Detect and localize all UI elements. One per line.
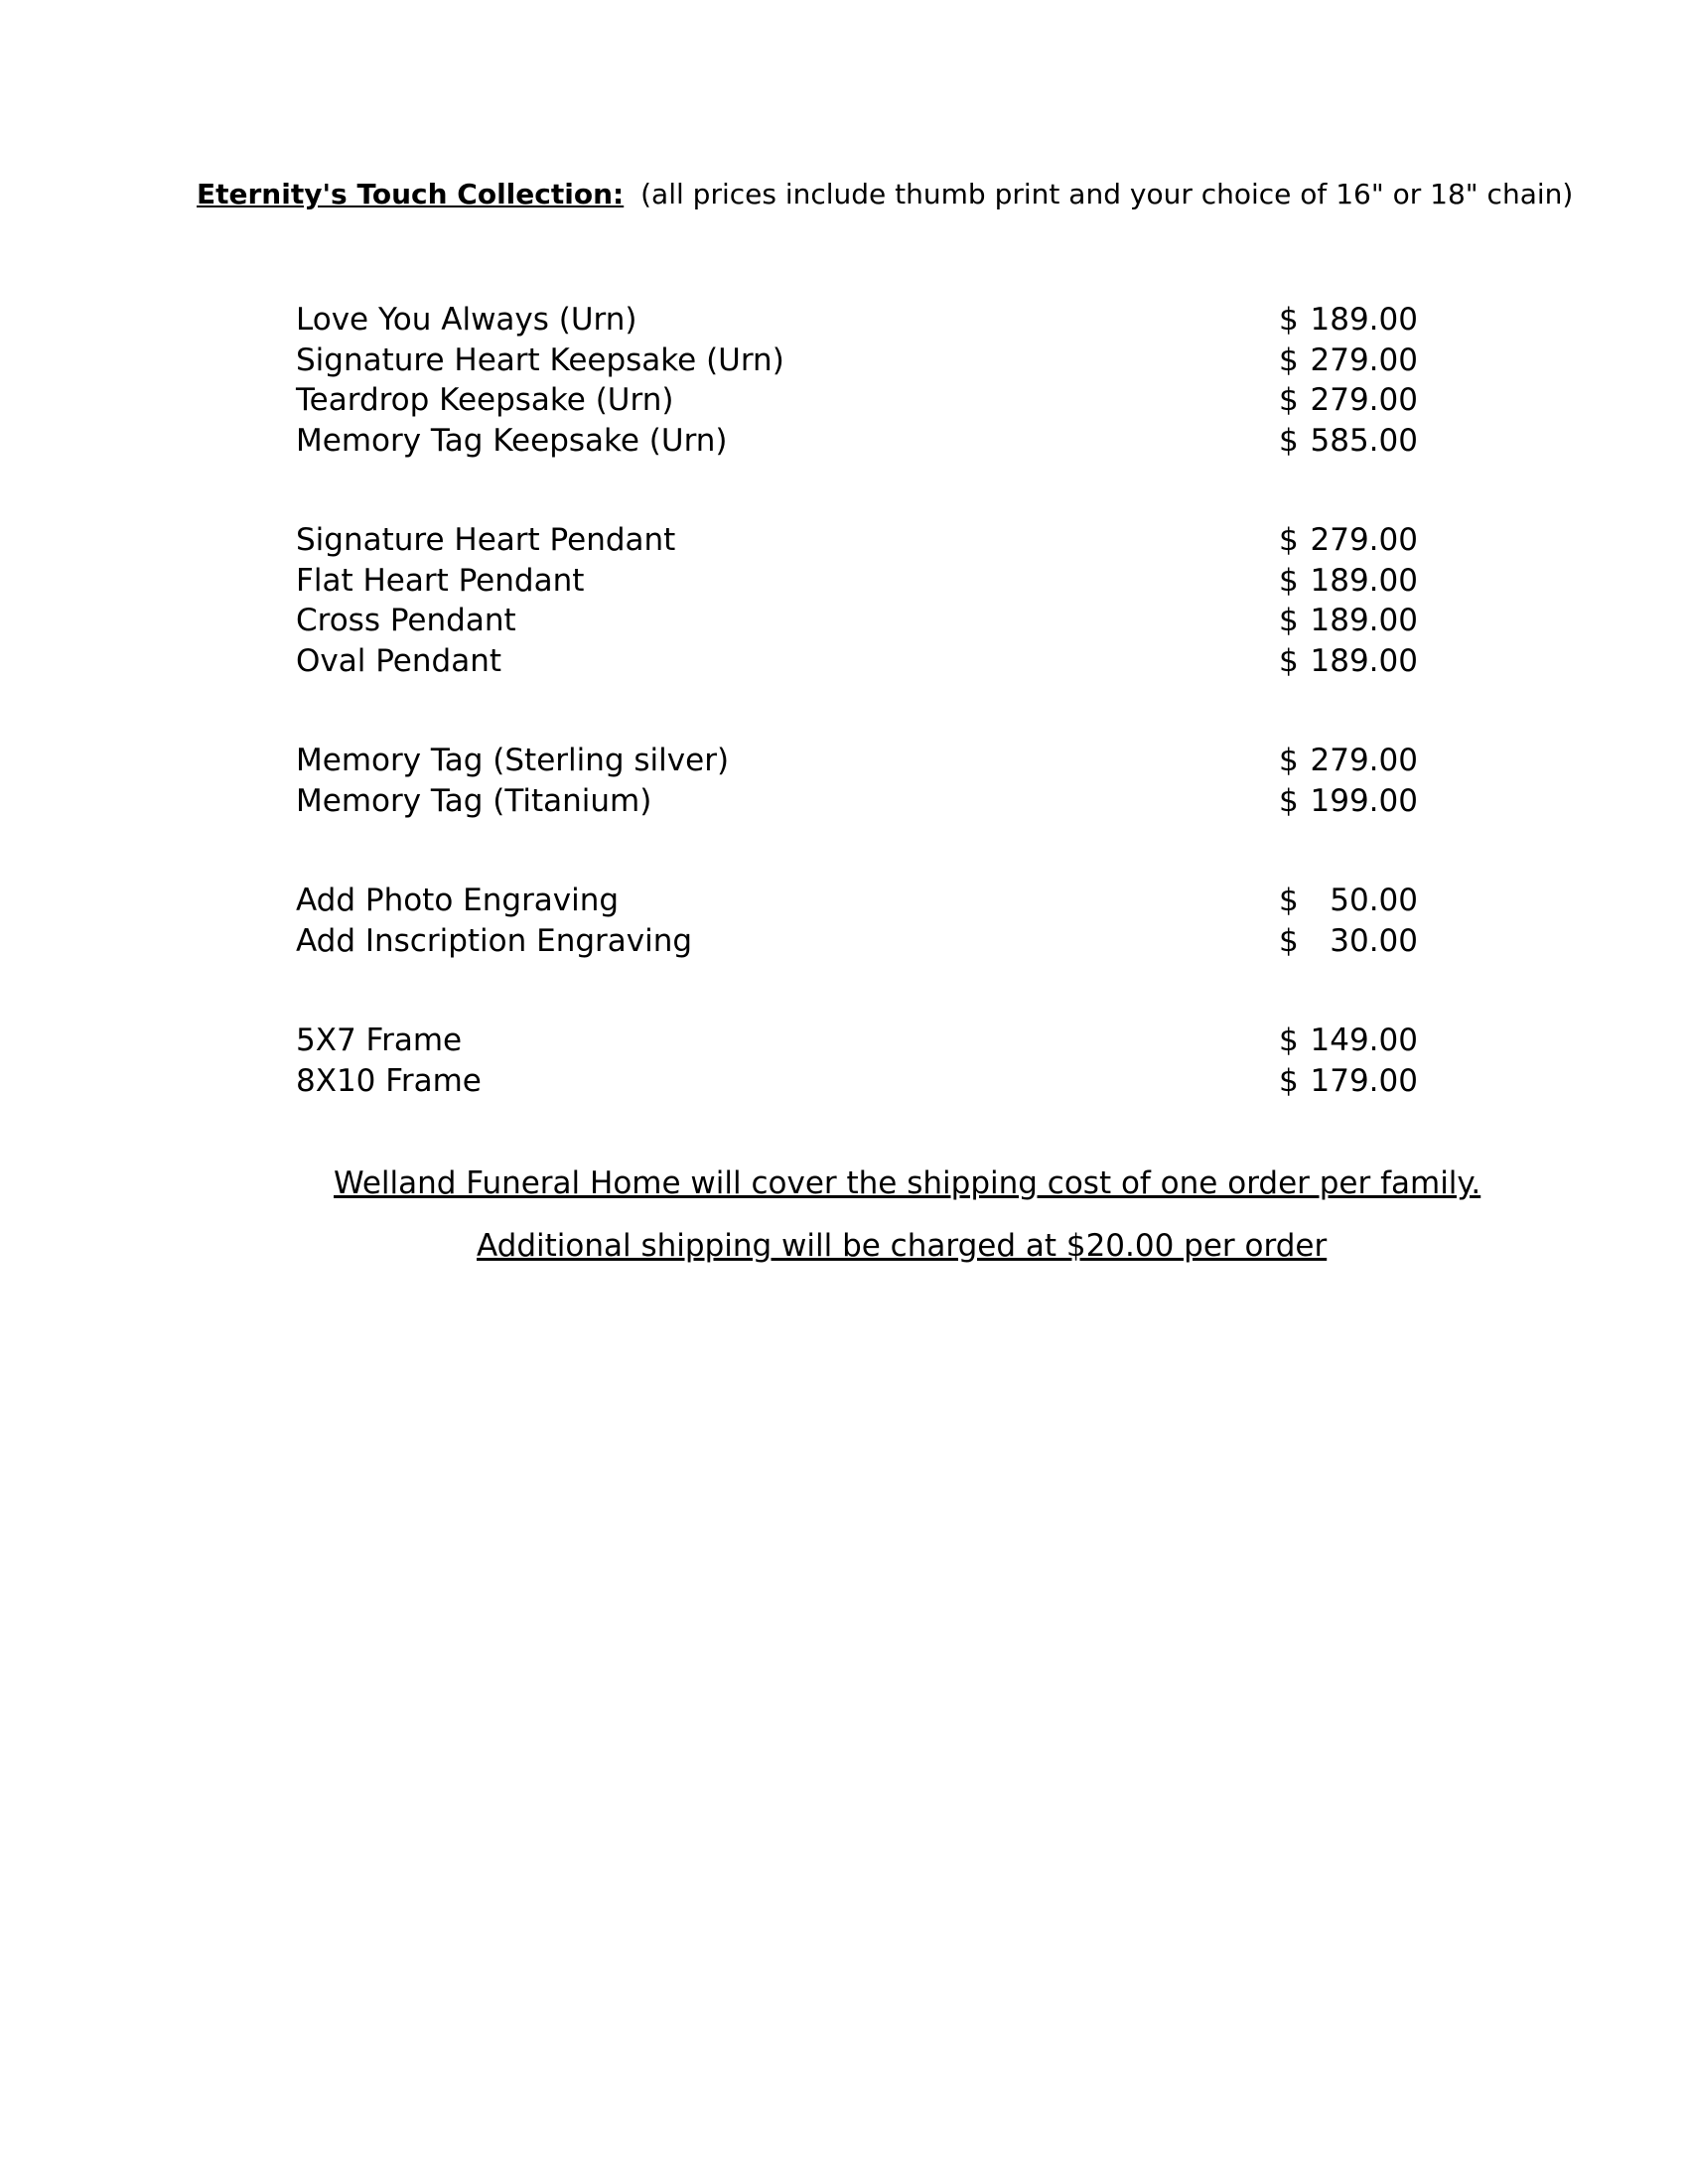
price-row (296, 641, 1418, 682)
item-name: Signature Heart Pendant (296, 522, 676, 558)
item-price: 189.00 (1310, 642, 1418, 679)
price-row (296, 741, 1418, 781)
currency-symbol: $ (1279, 522, 1299, 558)
item-name: Cross Pendant (296, 603, 516, 638)
item-price: 50.00 (1330, 883, 1418, 918)
price-list (296, 300, 1418, 1160)
currency-symbol: $ (1279, 1023, 1299, 1058)
currency-symbol: $ (1279, 302, 1299, 338)
item-name: Memory Tag Keepsake (Urn) (296, 422, 728, 459)
currency-symbol: $ (1279, 422, 1299, 459)
price-group (296, 741, 1418, 821)
price-row (296, 380, 1418, 421)
item-name: Love You Always (Urn) (296, 302, 637, 338)
currency-symbol: $ (1279, 782, 1299, 819)
item-name: Signature Heart Keepsake (Urn) (296, 341, 784, 378)
price-group (296, 1021, 1418, 1101)
item-price: 279.00 (1310, 382, 1418, 418)
price-group (296, 300, 1418, 461)
price-row (296, 520, 1418, 561)
price-row (296, 341, 1418, 381)
price-group (296, 881, 1418, 961)
currency-symbol: $ (1279, 562, 1299, 599)
item-name: Add Inscription Engraving (296, 922, 693, 959)
currency-symbol: $ (1279, 642, 1299, 679)
item-price: 279.00 (1310, 522, 1418, 558)
item-price: 585.00 (1310, 422, 1418, 459)
item-price: 279.00 (1310, 743, 1418, 778)
price-row (296, 921, 1418, 962)
item-price: 30.00 (1330, 922, 1418, 959)
shipping-coverage-note: Welland Funeral Home will cover the shipping cost of one order per family. (334, 1165, 1481, 1201)
item-name: Oval Pendant (296, 642, 501, 679)
currency-symbol: $ (1279, 922, 1299, 959)
price-row (296, 601, 1418, 641)
currency-symbol: $ (1279, 603, 1299, 638)
currency-symbol: $ (1279, 1062, 1299, 1099)
item-name: Add Photo Engraving (296, 883, 620, 918)
additional-shipping-note: Additional shipping will be charged at $20.00 per order (477, 1228, 1328, 1264)
currency-symbol: $ (1279, 883, 1299, 918)
item-name: Memory Tag (Titanium) (296, 782, 652, 819)
item-name: Memory Tag (Sterling silver) (296, 743, 730, 778)
item-name: 8X10 Frame (296, 1062, 482, 1099)
item-price: 189.00 (1310, 603, 1418, 638)
price-row (296, 421, 1418, 462)
price-row (296, 781, 1418, 822)
currency-symbol: $ (1279, 341, 1299, 378)
collection-note: (all prices include thumb print and your choice of 16" or 18" chain) (640, 178, 1574, 210)
item-name: 5X7 Frame (296, 1023, 463, 1058)
item-price: 189.00 (1310, 562, 1418, 599)
price-row (296, 1061, 1418, 1102)
item-price: 179.00 (1310, 1062, 1418, 1099)
item-price: 199.00 (1310, 782, 1418, 819)
item-price: 149.00 (1310, 1023, 1418, 1058)
price-row (296, 1021, 1418, 1061)
price-row (296, 300, 1418, 341)
collection-heading (197, 175, 1574, 214)
currency-symbol: $ (1279, 743, 1299, 778)
item-name: Flat Heart Pendant (296, 562, 585, 599)
price-row (296, 881, 1418, 921)
currency-symbol: $ (1279, 382, 1299, 418)
item-name: Teardrop Keepsake (Urn) (296, 382, 674, 418)
price-group (296, 520, 1418, 681)
item-price: 279.00 (1310, 341, 1418, 378)
collection-title: Eternity's Touch Collection: (197, 178, 625, 210)
item-price: 189.00 (1310, 302, 1418, 338)
price-row (296, 561, 1418, 602)
